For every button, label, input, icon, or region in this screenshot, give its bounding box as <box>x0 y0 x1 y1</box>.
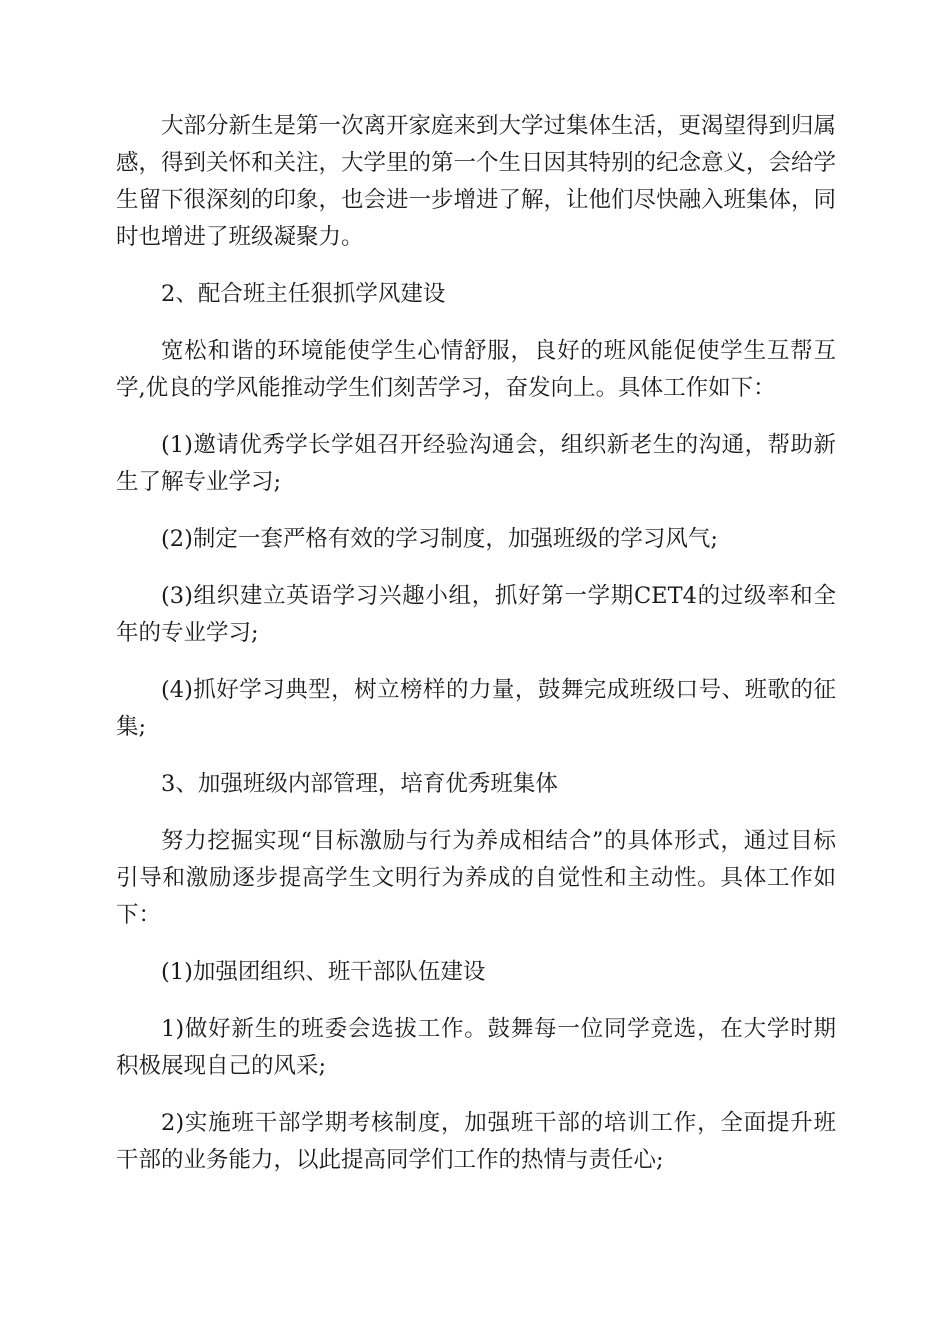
heading-class-management: 3、加强班级内部管理，培育优秀班集体 <box>161 771 558 797</box>
heading-study-style: 2、配合班主任狠抓学风建设 <box>161 281 446 307</box>
paragraph-environment: 宽松和谐的环境能使学生心情舒服，良好的班风能促使学生互帮互学,优良的学风能推动学生们刻苦学习，奋发向上。具体工作如下： <box>116 338 836 401</box>
list-item-cadre-2: 2)实施班干部学期考核制度，加强班干部的培训工作，全面提升班干部的业务能力，以此提高同学们工作的热情与责任心; <box>116 1110 836 1173</box>
subheading-cadre-building: (1)加强团组织、班干部队伍建设 <box>161 959 486 985</box>
list-item-study-2: (2)制定一套严格有效的学习制度，加强班级的学习风气; <box>161 526 718 552</box>
list-item-study-1: (1)邀请优秀学长学姐召开经验沟通会，组织新老生的沟通，帮助新生了解专业学习; <box>116 432 836 495</box>
document-body <box>116 108 836 1199</box>
paragraph-belonging: 大部分新生是第一次离开家庭来到大学过集体生活，更渴望得到归属感，得到关怀和关注，大学里的第一个生日因其特别的纪念意义，会给学生留下很深刻的印象，也会进一步增进了解，让他们尽快融入班集体，同时也增进了班级凝聚力。 <box>116 113 837 250</box>
paragraph-goal-incentive: 努力挖掘实现“目标激励与行为养成相结合”的具体形式，通过目标引导和激励逐步提高学生文明行为养成的自觉性和主动性。具体工作如下： <box>116 828 836 928</box>
list-item-study-4: (4)抓好学习典型，树立榜样的力量，鼓舞完成班级口号、班歌的征集; <box>116 677 836 740</box>
list-item-cadre-1: 1)做好新生的班委会选拔工作。鼓舞每一位同学竞选，在大学时期积极展现自己的风采; <box>116 1016 836 1079</box>
list-item-study-3: (3)组织建立英语学习兴趣小组，抓好第一学期CET4的过级率和全年的专业学习; <box>116 583 836 646</box>
